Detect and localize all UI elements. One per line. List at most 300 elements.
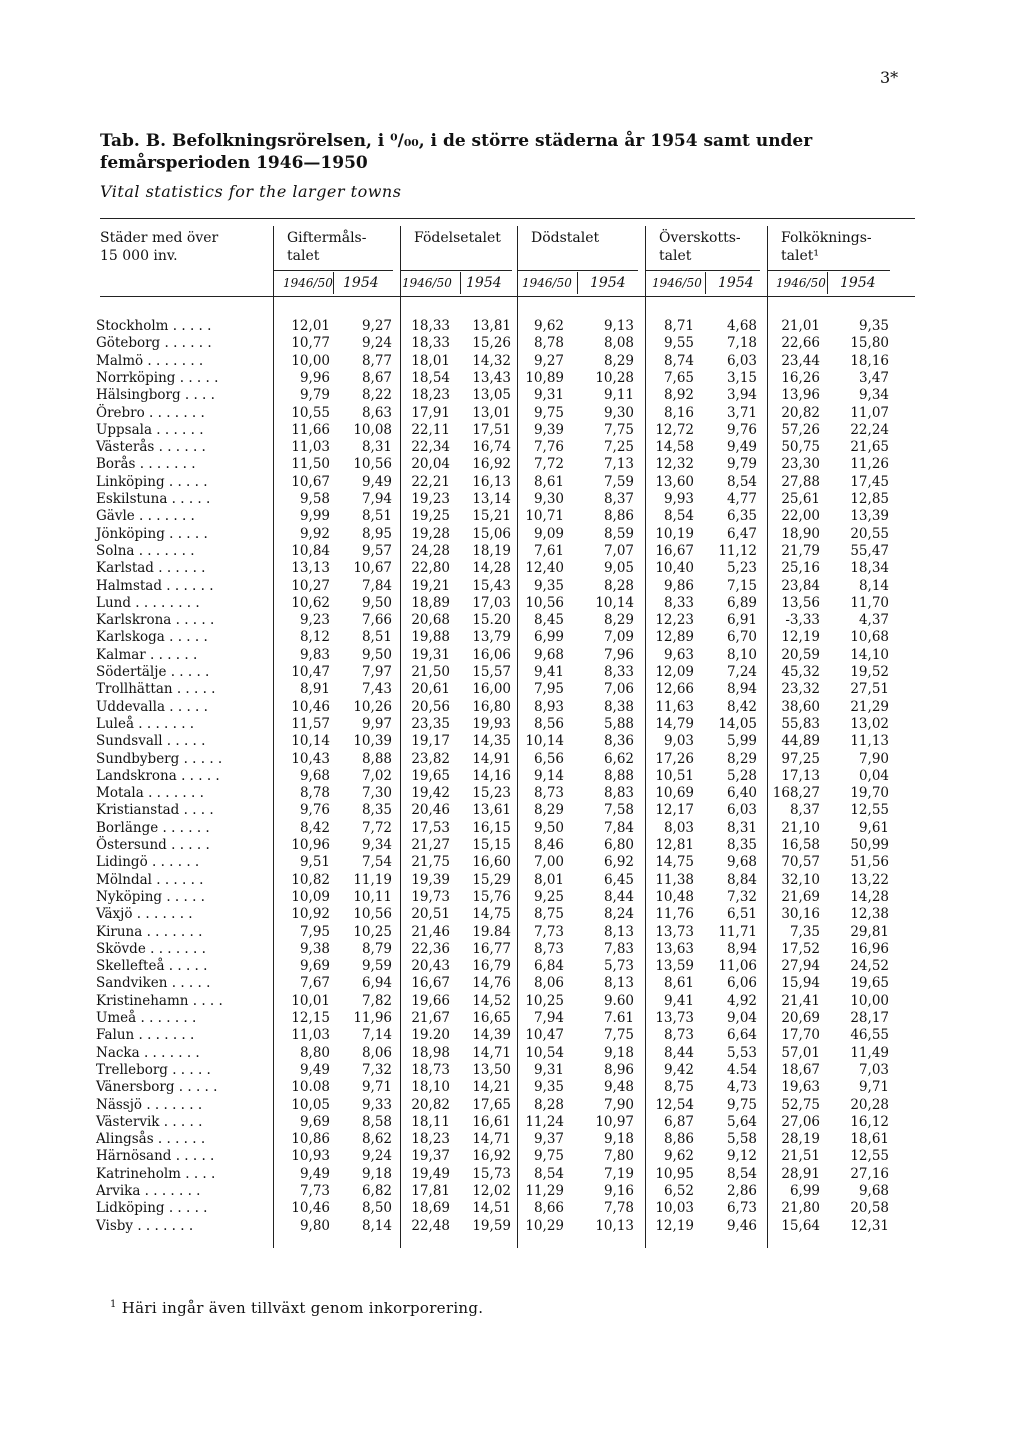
table-cell: 4,37 bbox=[858, 612, 889, 629]
table-row bbox=[0, 872, 1024, 889]
table-cell: 15,06 bbox=[472, 525, 511, 542]
table-cell: 19,66 bbox=[411, 992, 450, 1009]
table-cell: 23,30 bbox=[781, 456, 820, 473]
table-cell: 16,79 bbox=[472, 958, 511, 975]
table-cell: 8,77 bbox=[361, 352, 392, 369]
table-row bbox=[0, 612, 1024, 629]
table-cell: 10,39 bbox=[353, 733, 392, 750]
table-cell: 10,54 bbox=[525, 1044, 564, 1061]
table-cell: 19,21 bbox=[411, 577, 450, 594]
table-cell: 8,61 bbox=[533, 473, 564, 490]
table-cell: 7,95 bbox=[299, 923, 330, 940]
subheader-rule bbox=[517, 270, 638, 271]
table-cell: 21,65 bbox=[850, 439, 889, 456]
table-cell: 11,70 bbox=[850, 594, 889, 611]
table-cell: 13,02 bbox=[850, 715, 889, 732]
table-cell: 7,02 bbox=[361, 767, 392, 784]
table-cell: 16,96 bbox=[850, 940, 889, 957]
table-cell: 7,03 bbox=[858, 1061, 889, 1078]
table-cell: 8,29 bbox=[533, 802, 564, 819]
table-cell: 20,82 bbox=[781, 404, 820, 421]
city-name: Växjö . . . . . . . bbox=[96, 906, 193, 923]
table-cell: 7,83 bbox=[603, 940, 634, 957]
table-cell: 10,28 bbox=[595, 369, 634, 386]
table-cell: 9,12 bbox=[726, 1148, 757, 1165]
city-name: Sundbyberg . . . . . bbox=[96, 750, 223, 767]
table-cell: 20,59 bbox=[781, 646, 820, 663]
table-cell: 45,32 bbox=[781, 664, 820, 680]
table-cell: 12,38 bbox=[850, 906, 889, 923]
city-name: Nässjö . . . . . . . bbox=[96, 1096, 203, 1113]
table-title bbox=[100, 130, 930, 174]
table-cell: 7,00 bbox=[533, 854, 564, 871]
table-cell: 7,09 bbox=[603, 629, 634, 646]
table-cell: 6,56 bbox=[533, 750, 564, 767]
table-cell: 8,86 bbox=[663, 1131, 694, 1148]
table-row bbox=[0, 802, 1024, 819]
city-name: Örebro . . . . . . . bbox=[96, 404, 205, 421]
subheader-tick bbox=[827, 272, 828, 294]
table-cell: 15,21 bbox=[472, 508, 511, 525]
city-name: Malmö . . . . . . . bbox=[96, 352, 204, 369]
table-cell: 8,28 bbox=[533, 1096, 564, 1113]
header-group-line: talet¹ bbox=[781, 248, 819, 264]
table-cell: 21,27 bbox=[411, 837, 450, 853]
table-cell: 8,29 bbox=[603, 352, 634, 369]
table-row bbox=[0, 370, 1024, 387]
table-cell: 17,65 bbox=[472, 1096, 511, 1113]
table-cell: 8,42 bbox=[726, 698, 757, 715]
table-cell: 10,13 bbox=[595, 1217, 634, 1234]
table-row bbox=[0, 491, 1024, 508]
table-cell: 14,10 bbox=[850, 646, 889, 663]
city-name: Eskilstuna . . . . . bbox=[96, 491, 211, 507]
table-cell: 8,12 bbox=[299, 629, 330, 646]
table-cell: 10,62 bbox=[291, 594, 330, 611]
table-cell: 8,78 bbox=[533, 335, 564, 352]
table-row bbox=[0, 906, 1024, 923]
table-cell: 18,16 bbox=[850, 352, 889, 369]
page-number: 3* bbox=[880, 68, 899, 87]
city-name: Kalmar . . . . . . bbox=[96, 646, 198, 663]
table-cell: 8,63 bbox=[361, 404, 392, 421]
table-cell: 8,29 bbox=[726, 750, 757, 767]
table-cell: 8,06 bbox=[361, 1044, 392, 1061]
table-cell: 10.08 bbox=[291, 1079, 330, 1096]
table-cell: 11,24 bbox=[525, 1113, 564, 1130]
table-cell: 14,35 bbox=[472, 733, 511, 750]
table-cell: 8,31 bbox=[726, 819, 757, 836]
table-cell: 8,91 bbox=[299, 681, 330, 698]
city-name: Östersund . . . . . bbox=[96, 837, 210, 853]
table-cell: 9,49 bbox=[361, 473, 392, 490]
table-row bbox=[0, 560, 1024, 577]
city-name: Hälsingborg . . . . bbox=[96, 387, 215, 404]
table-cell: 8,14 bbox=[361, 1217, 392, 1234]
table-cell: 20,51 bbox=[411, 906, 450, 923]
table-cell: 30,16 bbox=[781, 906, 820, 923]
table-cell: 8,16 bbox=[663, 404, 694, 421]
table-cell: 7,32 bbox=[726, 888, 757, 905]
table-row bbox=[0, 422, 1024, 439]
table-cell: 16,06 bbox=[472, 646, 511, 663]
table-cell: 8,06 bbox=[533, 975, 564, 992]
table-cell: 9,75 bbox=[726, 1096, 757, 1113]
table-row bbox=[0, 924, 1024, 941]
table-cell: 19.84 bbox=[472, 923, 511, 940]
table-row bbox=[0, 543, 1024, 560]
table-cell: 13,63 bbox=[655, 940, 694, 957]
table-cell: 21,29 bbox=[850, 698, 889, 715]
table-cell: 8,95 bbox=[361, 525, 392, 542]
table-cell: 4.54 bbox=[726, 1061, 757, 1078]
table-cell: 9,30 bbox=[603, 404, 634, 421]
table-cell: 18,10 bbox=[411, 1079, 450, 1096]
table-cell: 14,91 bbox=[472, 750, 511, 767]
table-cell: 9,23 bbox=[299, 612, 330, 629]
table-cell: 10,77 bbox=[291, 335, 330, 352]
table-cell: 9,58 bbox=[299, 491, 330, 507]
table-cell: 12,55 bbox=[850, 802, 889, 819]
table-cell: 21,01 bbox=[781, 318, 820, 334]
table-cell: 10,00 bbox=[291, 352, 330, 369]
table-cell: 8,31 bbox=[361, 439, 392, 456]
table-cell: 8,33 bbox=[603, 664, 634, 680]
table-cell: 10,71 bbox=[525, 508, 564, 525]
table-row bbox=[0, 508, 1024, 525]
table-cell: 8,73 bbox=[663, 1027, 694, 1044]
footnote-text: Häri ingår även tillväxt genom inkorporering. bbox=[121, 1299, 484, 1317]
table-cell: 7,59 bbox=[603, 473, 634, 490]
table-cell: 10,84 bbox=[291, 542, 330, 559]
table-cell: 8,67 bbox=[361, 369, 392, 386]
table-cell: 8,35 bbox=[726, 837, 757, 853]
table-cell: 11,76 bbox=[655, 906, 694, 923]
city-name: Alingsås . . . . . . bbox=[96, 1131, 206, 1148]
table-cell: 17,52 bbox=[781, 940, 820, 957]
table-cell: 8,54 bbox=[663, 508, 694, 525]
table-cell: 9,69 bbox=[299, 958, 330, 975]
table-cell: 8,83 bbox=[603, 785, 634, 802]
table-cell: 18,67 bbox=[781, 1061, 820, 1078]
table-cell: 23,32 bbox=[781, 681, 820, 698]
header-group-line: Överskotts- bbox=[659, 230, 741, 246]
table-cell: 8,22 bbox=[361, 387, 392, 404]
table-cell: 50,99 bbox=[850, 837, 889, 853]
table-cell: 10,48 bbox=[655, 888, 694, 905]
table-cell: 13,05 bbox=[472, 387, 511, 404]
table-cell: 7,97 bbox=[361, 664, 392, 680]
table-cell: 23,35 bbox=[411, 715, 450, 732]
subheader-1946-50: 1946/50 bbox=[402, 276, 452, 290]
table-cell: 18,33 bbox=[411, 318, 450, 334]
table-cell: 11,03 bbox=[291, 439, 330, 456]
city-name: Södertälje . . . . . bbox=[96, 664, 210, 680]
table-cell: 6,99 bbox=[789, 1183, 820, 1199]
table-cell: 9,49 bbox=[726, 439, 757, 456]
table-cell: 8,59 bbox=[603, 525, 634, 542]
table-cell: 12,02 bbox=[472, 1183, 511, 1199]
table-cell: 6,40 bbox=[726, 785, 757, 802]
table-cell: 13,96 bbox=[781, 387, 820, 404]
table-cell: 8,73 bbox=[533, 785, 564, 802]
table-cell: 7,90 bbox=[603, 1096, 634, 1113]
header-group-line: Giftermåls- bbox=[287, 230, 367, 246]
table-cell: 10,08 bbox=[353, 421, 392, 438]
table-cell: 70,57 bbox=[781, 854, 820, 871]
table-cell: 55,47 bbox=[850, 542, 889, 559]
table-cell: 8,94 bbox=[726, 681, 757, 698]
table-cell: 7,32 bbox=[361, 1061, 392, 1078]
table-cell: 18,73 bbox=[411, 1061, 450, 1078]
table-cell: 9,62 bbox=[533, 318, 564, 334]
table-cell: 7,14 bbox=[361, 1027, 392, 1044]
table-cell: 8,93 bbox=[533, 698, 564, 715]
table-title-text: Befolkningsrörelsen, i ⁰/₀₀, i de större städerna år 1954 samt under femårsperioden 1946—1950 bbox=[100, 131, 813, 173]
table-cell: 7,61 bbox=[533, 542, 564, 559]
city-name: Nacka . . . . . . . bbox=[96, 1044, 200, 1061]
table-cell: 0,04 bbox=[858, 767, 889, 784]
table-cell: 20,46 bbox=[411, 802, 450, 819]
city-name: Uppsala . . . . . . bbox=[96, 421, 204, 438]
table-cell: 8,13 bbox=[603, 923, 634, 940]
table-cell: 7,43 bbox=[361, 681, 392, 698]
table-cell: 9,04 bbox=[726, 1010, 757, 1026]
table-cell: 10,25 bbox=[525, 992, 564, 1009]
table-cell: 21,50 bbox=[411, 664, 450, 680]
table-cell: 20,82 bbox=[411, 1096, 450, 1113]
table-row bbox=[0, 353, 1024, 370]
header-group bbox=[781, 229, 872, 265]
table-cell: 8,74 bbox=[663, 352, 694, 369]
table-cell: 4,73 bbox=[726, 1079, 757, 1096]
table-cell: 11,66 bbox=[291, 421, 330, 438]
city-name: Uddevalla . . . . . bbox=[96, 698, 208, 715]
table-cell: 6,06 bbox=[726, 975, 757, 992]
table-cell: 18,23 bbox=[411, 1131, 450, 1148]
city-name: Sundsvall . . . . . bbox=[96, 733, 206, 750]
table-row bbox=[0, 1079, 1024, 1096]
subheader-tick bbox=[460, 272, 461, 294]
city-name: Kristinehamn . . . . bbox=[96, 992, 223, 1009]
table-cell: 13,39 bbox=[850, 508, 889, 525]
table-cell: 15,94 bbox=[781, 975, 820, 992]
subheader-rule bbox=[645, 270, 760, 271]
table-cell: 18,90 bbox=[781, 525, 820, 542]
table-cell: 7,73 bbox=[533, 923, 564, 940]
table-cell: 14,71 bbox=[472, 1044, 511, 1061]
table-cell: 14,28 bbox=[850, 888, 889, 905]
table-cell: 8,73 bbox=[533, 940, 564, 957]
subheader-1946-50: 1946/50 bbox=[652, 276, 702, 290]
table-cell: 5,64 bbox=[726, 1113, 757, 1130]
city-name: Kristianstad . . . . bbox=[96, 802, 214, 819]
table-cell: 21,41 bbox=[781, 992, 820, 1009]
table-cell: 6,82 bbox=[361, 1183, 392, 1199]
table-cell: 22,00 bbox=[781, 508, 820, 525]
table-cell: 16,61 bbox=[472, 1113, 511, 1130]
city-name: Västervik . . . . . bbox=[96, 1113, 203, 1130]
table-cell: 8,13 bbox=[603, 975, 634, 992]
table-cell: 19.20 bbox=[411, 1027, 450, 1044]
table-cell: 19,65 bbox=[850, 975, 889, 992]
table-cell: 19,23 bbox=[411, 491, 450, 507]
table-cell: 12,85 bbox=[850, 491, 889, 507]
city-name: Falun . . . . . . . bbox=[96, 1027, 195, 1044]
table-cell: 10,67 bbox=[291, 473, 330, 490]
table-cell: 9,68 bbox=[299, 767, 330, 784]
table-cell: 20,55 bbox=[850, 525, 889, 542]
table-row bbox=[0, 595, 1024, 612]
table-cell: 6,87 bbox=[663, 1113, 694, 1130]
city-name: Gävle . . . . . . . bbox=[96, 508, 195, 525]
table-cell: 9,25 bbox=[533, 888, 564, 905]
table-cell: 8,94 bbox=[726, 940, 757, 957]
footnote-mark: 1 bbox=[110, 1299, 117, 1310]
table-cell: 18,33 bbox=[411, 335, 450, 352]
table-cell: 9,18 bbox=[361, 1165, 392, 1182]
table-cell: 10,29 bbox=[525, 1217, 564, 1234]
table-cell: 17,26 bbox=[655, 750, 694, 767]
table-cell: 19,88 bbox=[411, 629, 450, 646]
table-cell: 7,95 bbox=[533, 681, 564, 698]
city-name: Lidköping . . . . . bbox=[96, 1200, 208, 1217]
table-cell: 10,92 bbox=[291, 906, 330, 923]
table-cell: 9,14 bbox=[533, 767, 564, 784]
table-cell: 15,76 bbox=[472, 888, 511, 905]
table-cell: 7.61 bbox=[603, 1010, 634, 1026]
table-cell: 7,35 bbox=[789, 923, 820, 940]
table-cell: 8,75 bbox=[663, 1079, 694, 1096]
subheader-1946-50: 1946/50 bbox=[522, 276, 572, 290]
table-cell: 50,75 bbox=[781, 439, 820, 456]
table-cell: 11,13 bbox=[850, 733, 889, 750]
table-cell: 8,29 bbox=[603, 612, 634, 629]
table-cell: 11,96 bbox=[353, 1010, 392, 1026]
table-cell: 9,71 bbox=[361, 1079, 392, 1096]
table-cell: 57,01 bbox=[781, 1044, 820, 1061]
table-row bbox=[0, 958, 1024, 975]
table-row bbox=[0, 699, 1024, 716]
table-cell: 17,45 bbox=[850, 473, 889, 490]
table-cell: 13,13 bbox=[291, 560, 330, 577]
city-name: Landskrona . . . . . bbox=[96, 767, 220, 784]
table-cell: 12,54 bbox=[655, 1096, 694, 1113]
table-cell: 10,56 bbox=[525, 594, 564, 611]
table-cell: 12,17 bbox=[655, 802, 694, 819]
city-name: Jönköping . . . . . bbox=[96, 525, 208, 542]
table-cell: 12,72 bbox=[655, 421, 694, 438]
table-cell: 6,70 bbox=[726, 629, 757, 646]
table-row bbox=[0, 664, 1024, 681]
table-cell: 12,31 bbox=[850, 1217, 889, 1234]
table-cell: 6,52 bbox=[663, 1183, 694, 1199]
table-label: Tab. B. bbox=[100, 131, 167, 151]
table-cell: 27,51 bbox=[850, 681, 889, 698]
table-cell: 9,68 bbox=[858, 1183, 889, 1199]
table-cell: 12,09 bbox=[655, 664, 694, 680]
table-cell: 7,76 bbox=[533, 439, 564, 456]
table-cell: 10,46 bbox=[291, 698, 330, 715]
table-cell: 21,10 bbox=[781, 819, 820, 836]
table-cell: 9,13 bbox=[603, 318, 634, 334]
table-cell: 9,96 bbox=[299, 369, 330, 386]
table-cell: 9,35 bbox=[858, 318, 889, 334]
table-cell: 9,55 bbox=[663, 335, 694, 352]
city-name: Borlänge . . . . . . bbox=[96, 819, 210, 836]
table-cell: 8,46 bbox=[533, 837, 564, 853]
table-cell: 9,41 bbox=[663, 992, 694, 1009]
table-cell: 7,19 bbox=[603, 1165, 634, 1182]
table-cell: 10,27 bbox=[291, 577, 330, 594]
table-cell: 15.20 bbox=[472, 612, 511, 629]
table-cell: 12,40 bbox=[525, 560, 564, 577]
table-cell: 7,58 bbox=[603, 802, 634, 819]
table-cell: 9,24 bbox=[361, 1148, 392, 1165]
city-name: Vänersborg . . . . . bbox=[96, 1079, 218, 1096]
table-cell: 28,19 bbox=[781, 1131, 820, 1148]
table-cell: 8,45 bbox=[533, 612, 564, 629]
table-cell: 11,19 bbox=[353, 871, 392, 888]
table-cell: 8,96 bbox=[603, 1061, 634, 1078]
table-cell: 9,18 bbox=[603, 1044, 634, 1061]
table-row bbox=[0, 456, 1024, 473]
table-row bbox=[0, 335, 1024, 352]
table-cell: 8,61 bbox=[663, 975, 694, 992]
footnote bbox=[110, 1299, 483, 1317]
table-cell: 4,92 bbox=[726, 992, 757, 1009]
table-cell: 9,31 bbox=[533, 387, 564, 404]
table-cell: 8,08 bbox=[603, 335, 634, 352]
table-cell: 19,25 bbox=[411, 508, 450, 525]
table-cell: 11,49 bbox=[850, 1044, 889, 1061]
table-cell: 13,60 bbox=[655, 473, 694, 490]
table-cell: 5,58 bbox=[726, 1131, 757, 1148]
city-name: Trelleborg . . . . . bbox=[96, 1061, 211, 1078]
table-cell: 19,52 bbox=[850, 664, 889, 680]
table-cell: 12,19 bbox=[781, 629, 820, 646]
table-cell: 10,14 bbox=[291, 733, 330, 750]
table-cell: 32,10 bbox=[781, 871, 820, 888]
table-cell: 21,67 bbox=[411, 1010, 450, 1026]
table-cell: 8,54 bbox=[726, 473, 757, 490]
table-cell: 8,92 bbox=[663, 387, 694, 404]
city-name: Mölndal . . . . . . bbox=[96, 871, 204, 888]
table-cell: 3,15 bbox=[726, 369, 757, 386]
table-cell: 10,11 bbox=[353, 888, 392, 905]
city-name: Skellefteå . . . . . bbox=[96, 958, 208, 975]
table-cell: 5,88 bbox=[603, 715, 634, 732]
subheader-1954: 1954 bbox=[840, 275, 876, 291]
table-cell: 19,70 bbox=[850, 785, 889, 802]
table-cell: 8,44 bbox=[603, 888, 634, 905]
table-cell: 21,75 bbox=[411, 854, 450, 871]
table-cell: 19,31 bbox=[411, 646, 450, 663]
table-cell: 8,79 bbox=[361, 940, 392, 957]
table-row bbox=[0, 768, 1024, 785]
table-row bbox=[0, 1062, 1024, 1079]
table-cell: 9,16 bbox=[603, 1183, 634, 1199]
table-cell: 13,22 bbox=[850, 871, 889, 888]
table-cell: 10,56 bbox=[353, 456, 392, 473]
table-cell: 19,93 bbox=[472, 715, 511, 732]
table-cell: 9,48 bbox=[603, 1079, 634, 1096]
table-cell: 16,80 bbox=[472, 698, 511, 715]
table-cell: 7,94 bbox=[533, 1010, 564, 1026]
table-cell: 18,61 bbox=[850, 1131, 889, 1148]
table-cell: 10,47 bbox=[525, 1027, 564, 1044]
table-cell: 5,73 bbox=[603, 958, 634, 975]
